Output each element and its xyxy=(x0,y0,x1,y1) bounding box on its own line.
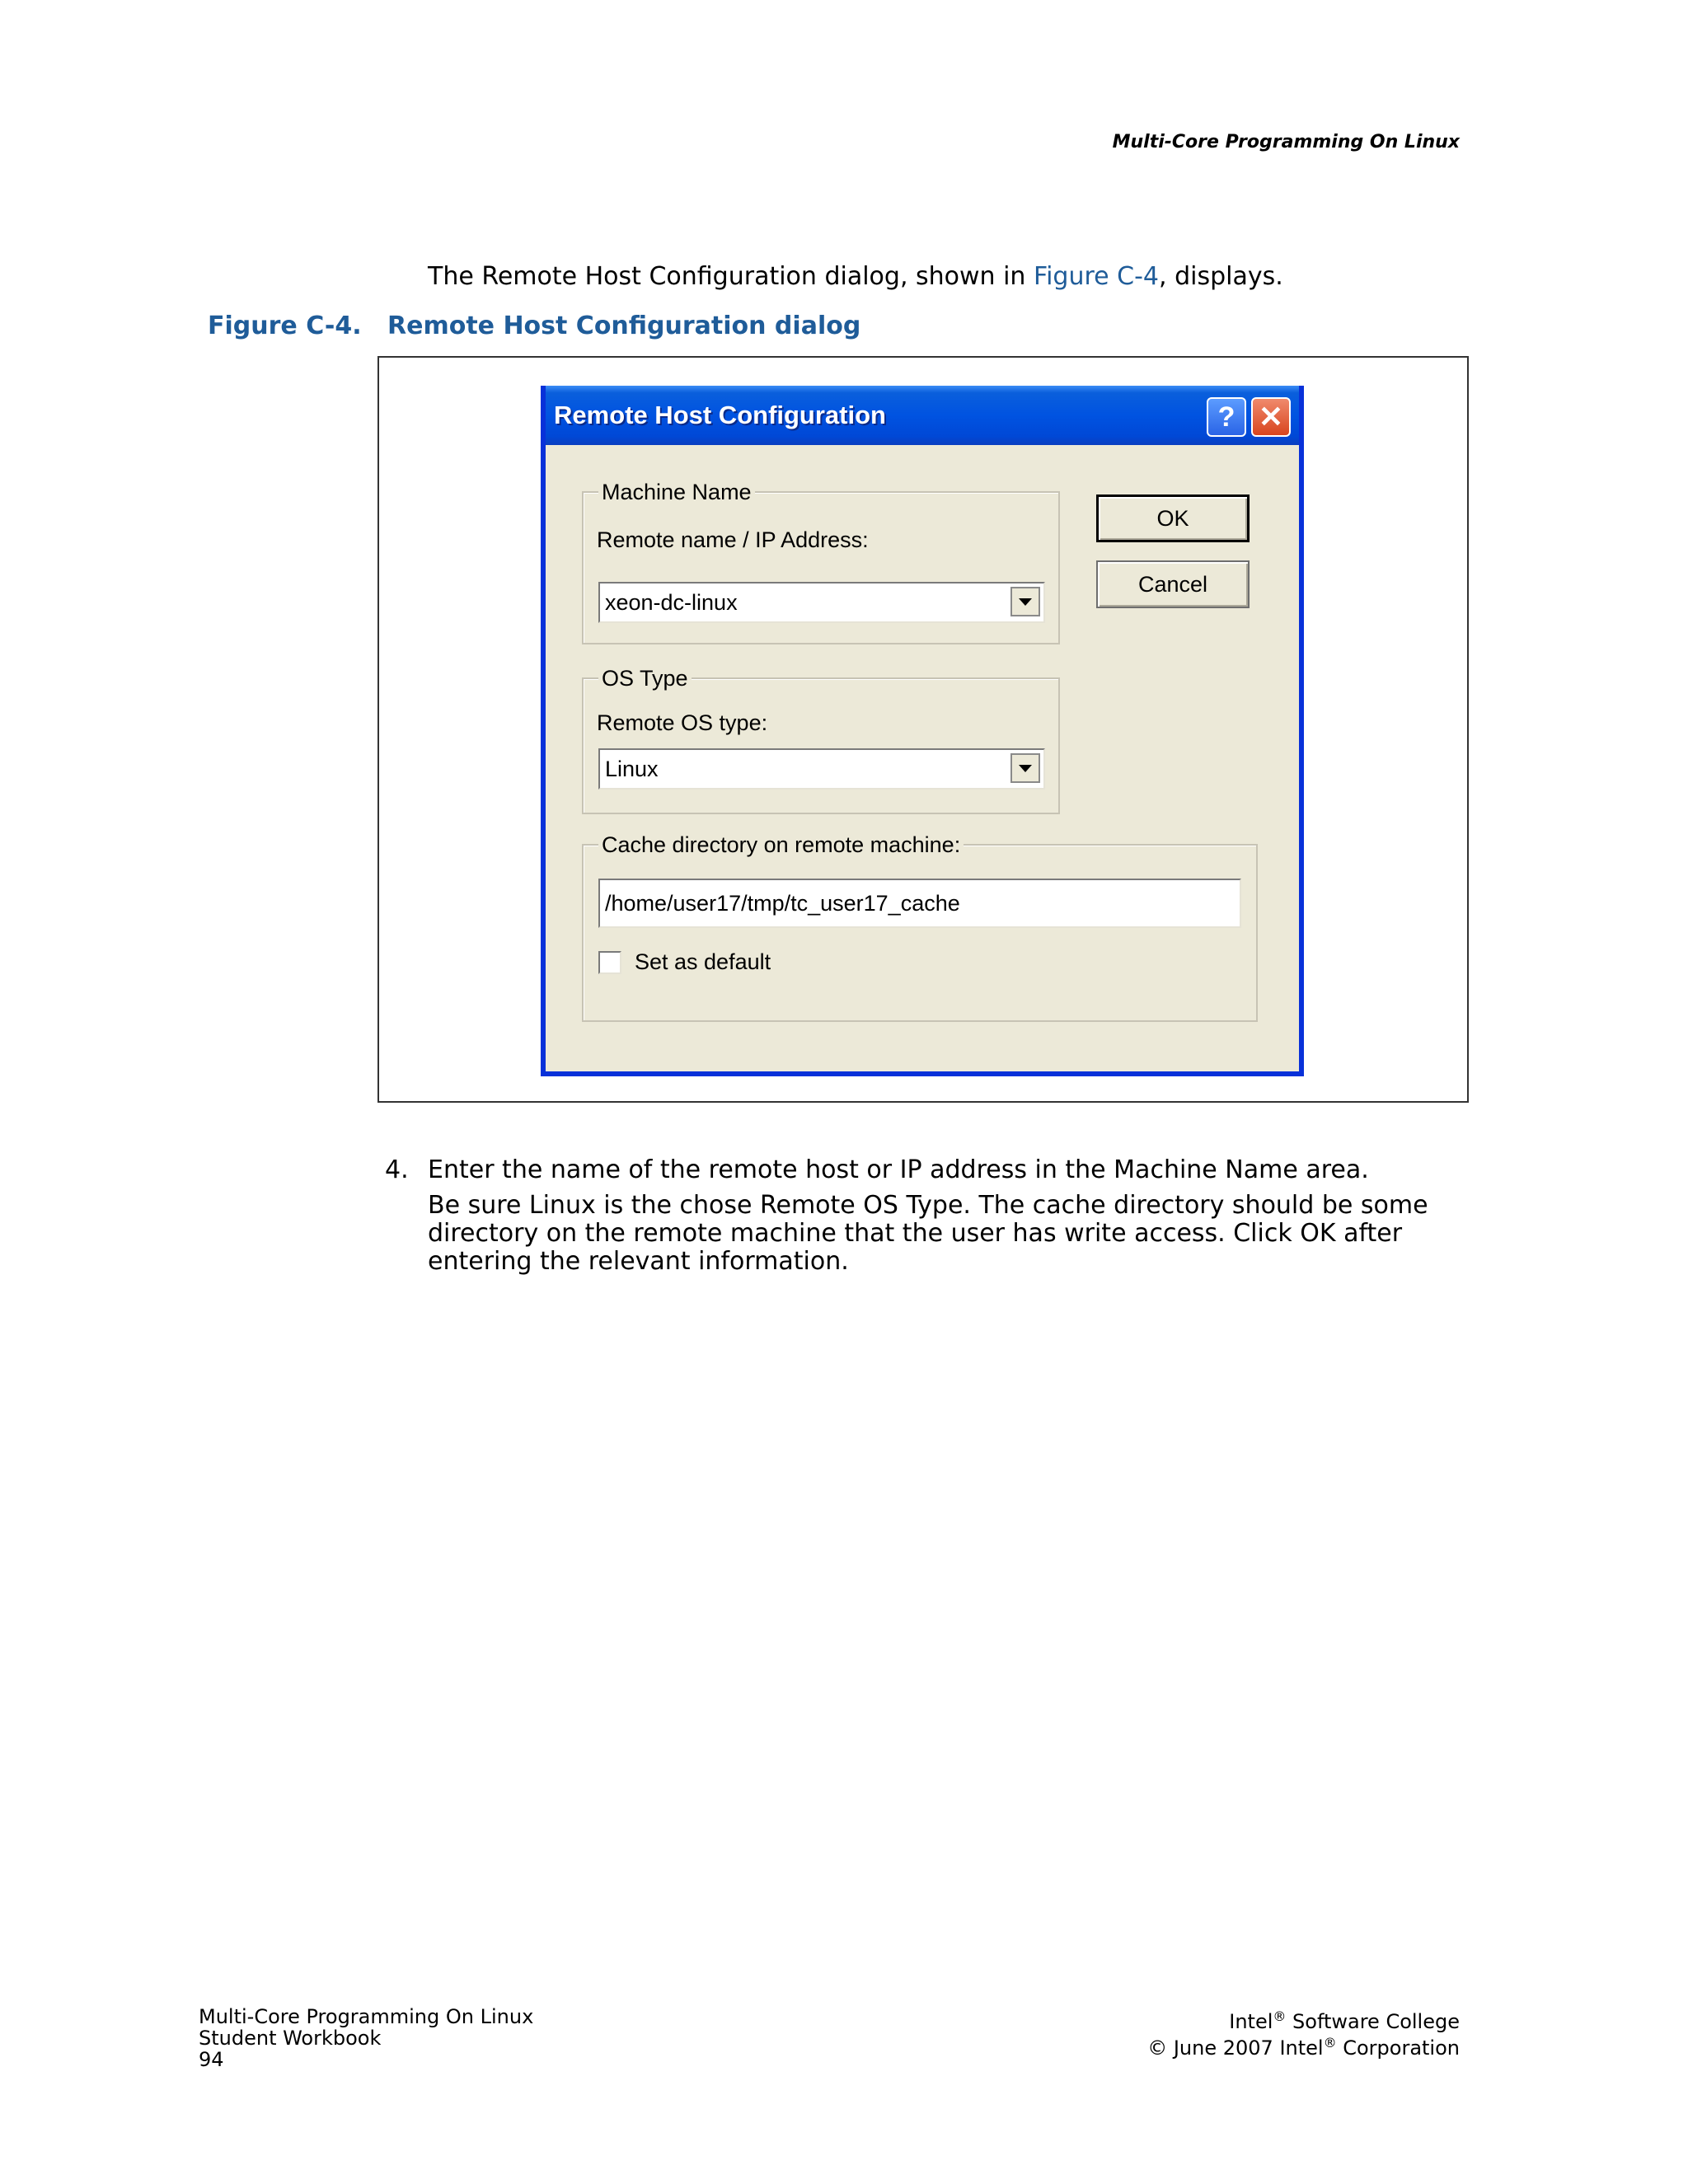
cache-directory-value: /home/user17/tmp/tc_user17_cache xyxy=(605,890,960,916)
os-type-group xyxy=(582,666,1060,814)
step-body: Be sure Linux is the chose Remote OS Type. The cache directory should be some directory on the remote machine that the user has write access. Click OK after entering the relevant information. xyxy=(428,1191,1428,1276)
footer-right xyxy=(1147,2006,1460,2059)
set-as-default-label[interactable]: Set as default xyxy=(635,949,771,974)
remote-name-combobox[interactable] xyxy=(598,582,1045,623)
cache-directory-legend: Cache directory on remote machine: xyxy=(598,832,964,858)
remote-host-dialog xyxy=(541,386,1304,1076)
dialog-title: Remote Host Configuration xyxy=(554,401,886,429)
step-4 xyxy=(385,1155,1369,1184)
footer-intel: Intel xyxy=(1229,2010,1273,2033)
chevron-down-icon xyxy=(1018,763,1033,773)
footer-book-title: Multi-Core Programming On Linux xyxy=(199,2005,534,2028)
ok-button-label: OK xyxy=(1156,505,1189,531)
figure-link[interactable]: Figure C-4 xyxy=(1034,262,1159,291)
registered-mark: ® xyxy=(1273,2008,1287,2024)
step-number: 4. xyxy=(385,1155,409,1184)
machine-name-legend: Machine Name xyxy=(598,480,755,505)
page-number: 94 xyxy=(199,2048,224,2071)
help-button[interactable] xyxy=(1207,397,1246,437)
footer-corporation: Corporation xyxy=(1336,2036,1460,2060)
dialog-titlebar[interactable] xyxy=(546,386,1299,445)
remote-os-type-value: Linux xyxy=(605,756,659,781)
remote-os-type-combobox[interactable] xyxy=(598,748,1045,790)
figure-number: Figure C-4. xyxy=(208,312,362,340)
remote-os-type-dropdown-button[interactable] xyxy=(1010,753,1040,783)
footer-workbook: Student Workbook xyxy=(199,2027,382,2050)
step-text: Enter the name of the remote host or IP address in the Machine Name area. xyxy=(428,1155,1369,1184)
os-type-legend: OS Type xyxy=(598,666,692,691)
ok-button[interactable] xyxy=(1096,494,1250,542)
running-header: Multi-Core Programming On Linux xyxy=(1112,132,1460,152)
cancel-button[interactable] xyxy=(1096,560,1250,608)
dialog-client-area xyxy=(546,445,1299,1071)
cache-directory-group xyxy=(582,832,1258,1022)
footer-left xyxy=(199,2006,533,2070)
close-icon: ✕ xyxy=(1258,400,1284,434)
cache-directory-input[interactable] xyxy=(598,879,1241,928)
intro-paragraph xyxy=(428,262,1283,291)
help-icon: ? xyxy=(1217,401,1236,433)
intro-text-before: The Remote Host Configuration dialog, shown in xyxy=(428,262,1034,291)
figure-title: Remote Host Configuration dialog xyxy=(387,312,861,340)
footer-college xyxy=(1147,2006,1460,2032)
registered-mark: ® xyxy=(1323,2035,1337,2050)
set-as-default-checkbox[interactable] xyxy=(598,951,621,974)
intro-text-after: , displays. xyxy=(1159,262,1283,291)
remote-name-label: Remote name / IP Address: xyxy=(597,527,869,552)
remote-os-type-label: Remote OS type: xyxy=(597,710,768,735)
figure-caption xyxy=(208,312,860,340)
chevron-down-icon xyxy=(1018,597,1033,607)
remote-name-dropdown-button[interactable] xyxy=(1010,587,1040,616)
footer-copyright-date: © June 2007 Intel xyxy=(1147,2036,1324,2060)
footer-copyright xyxy=(1147,2032,1460,2059)
remote-name-value: xeon-dc-linux xyxy=(605,589,738,615)
cancel-button-label: Cancel xyxy=(1137,571,1208,597)
close-button[interactable] xyxy=(1251,397,1291,437)
footer-software-college: Software College xyxy=(1286,2010,1460,2033)
